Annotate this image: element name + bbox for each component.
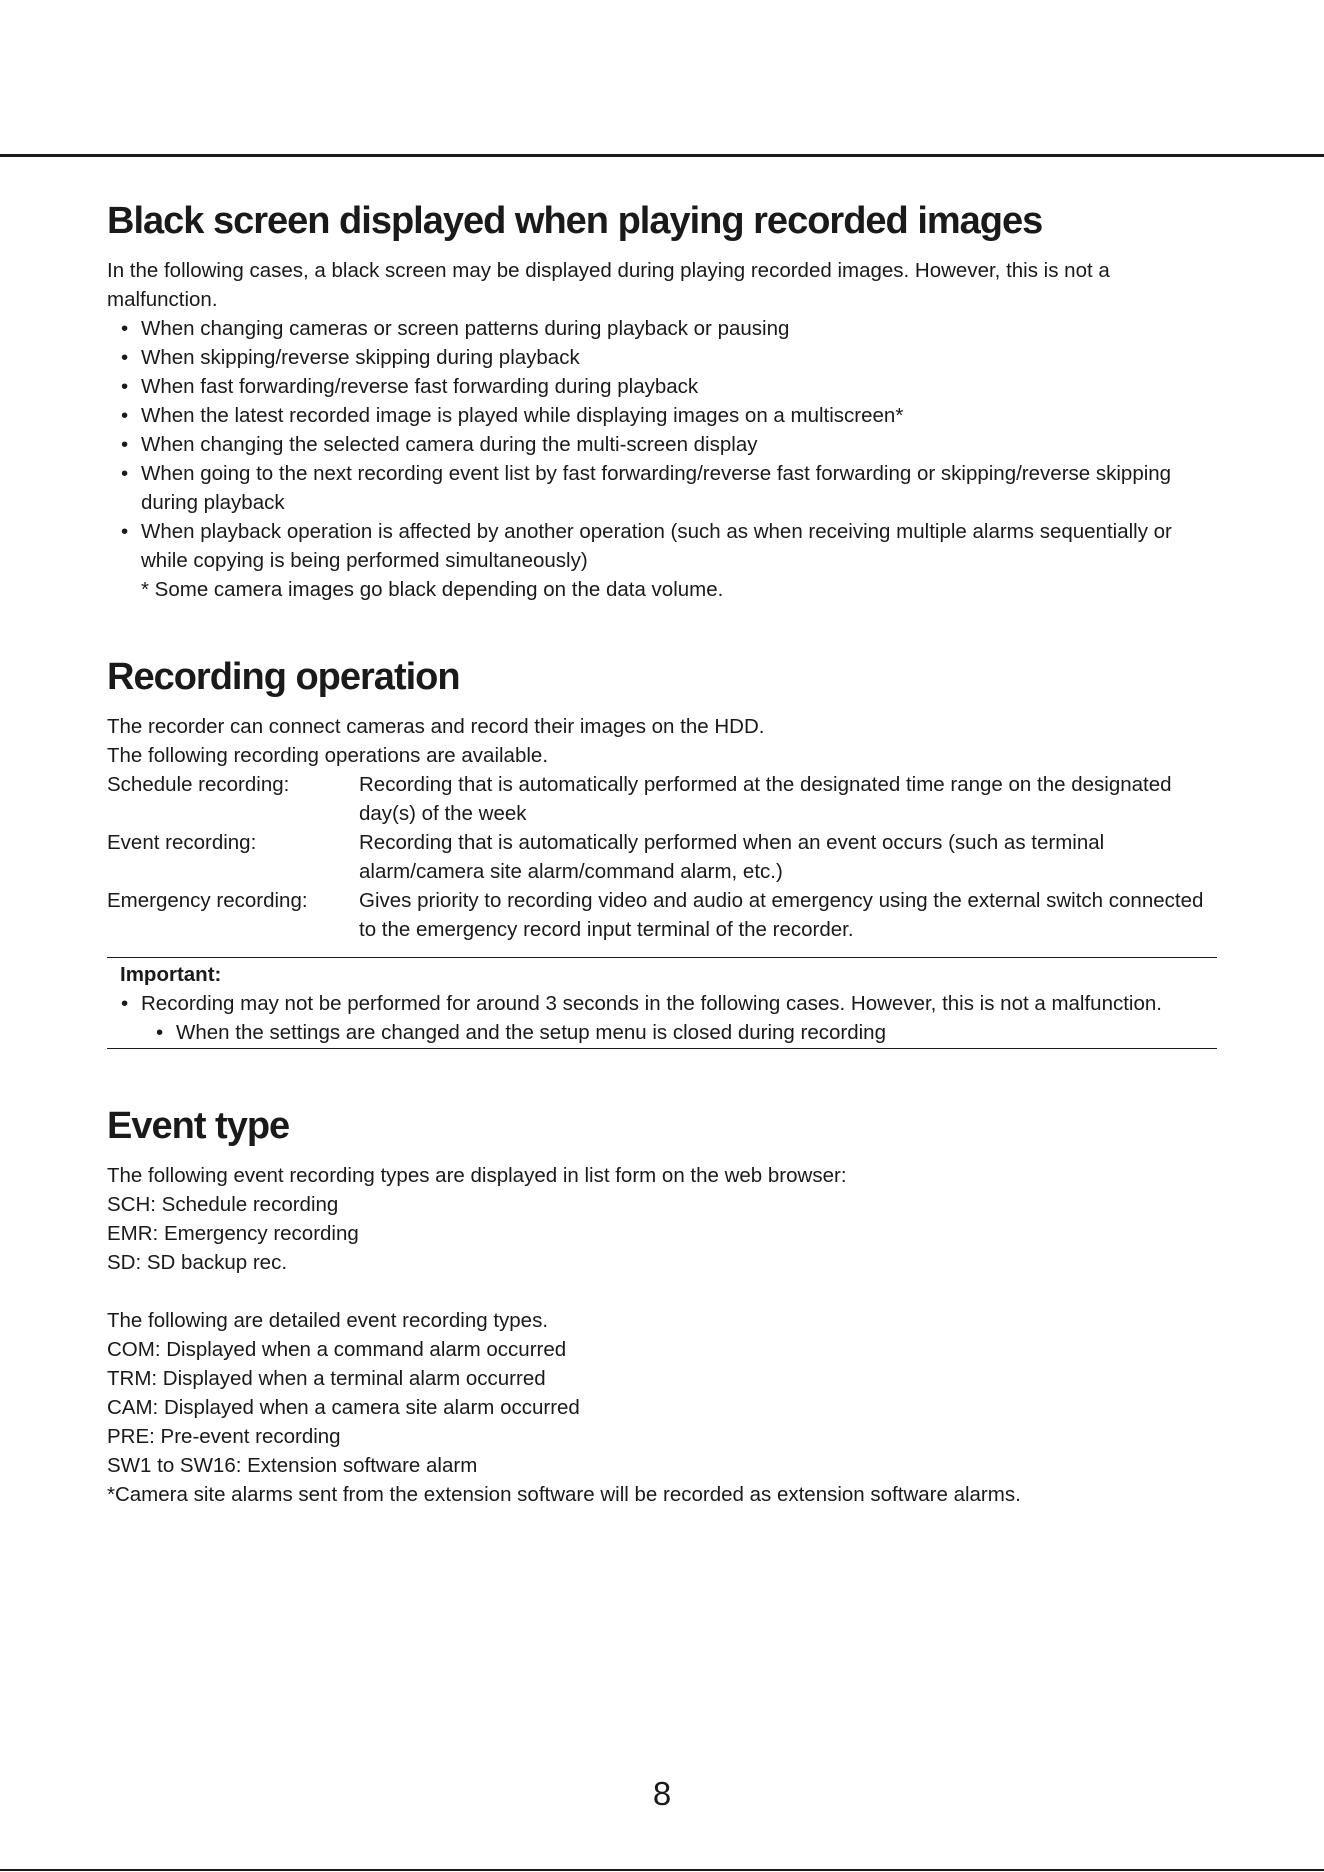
event-type-list-1 [107, 1161, 1217, 1277]
intro-line: The following recording operations are available. [107, 744, 549, 767]
list-item: COM: Displayed when a command alarm occurred [107, 1338, 567, 1361]
section-black-screen [107, 196, 1217, 604]
important-box [107, 957, 1217, 1049]
event-type-list-2 [107, 1306, 1217, 1509]
recording-types-table [107, 770, 1217, 944]
definition-term: Schedule recording: [107, 773, 290, 796]
list-item: • When the latest recorded image is played while displaying images on a multiscreen* [141, 401, 1217, 430]
important-list [120, 989, 1217, 1047]
important-bullet-text: Recording may not be performed for around 3 seconds in the following cases. However, this is not a malfunction. [141, 992, 1162, 1015]
table-row [107, 886, 1217, 944]
definition-desc: Recording that is automatically performed when an event occurs (such as terminal alarm/camera site alarm/command alarm, etc.) [359, 831, 1105, 883]
list-item: PRE: Pre-event recording [107, 1425, 341, 1448]
page-number: 8 [652, 1775, 672, 1812]
black-screen-intro: In the following cases, a black screen may be displayed during playing recorded images. However, this is not a malfunction. [107, 259, 1110, 311]
table-row [107, 828, 1217, 886]
header-rule [0, 154, 1324, 157]
list-item: • When playback operation is affected by another operation (such as when receiving multiple alarms sequentially or while copying is being performed simultaneously) [141, 517, 1217, 575]
list-item: • When fast forwarding/reverse fast forwarding during playback [141, 372, 1217, 401]
list-item: SD: SD backup rec. [107, 1251, 288, 1274]
spacer [107, 1277, 1217, 1306]
section-title-event-type: Event type [107, 1105, 290, 1147]
list-item: The following event recording types are displayed in list form on the web browser: [107, 1164, 847, 1187]
definition-term: Emergency recording: [107, 889, 308, 912]
black-screen-footnote: * Some camera images go black depending on the data volume. [141, 578, 724, 601]
list-item: • When changing cameras or screen patterns during playback or pausing [141, 314, 1217, 343]
list-item: TRM: Displayed when a terminal alarm occurred [107, 1367, 546, 1390]
list-item: SCH: Schedule recording [107, 1193, 339, 1216]
important-sub-list [141, 1018, 1217, 1047]
list-item: • When the settings are changed and the setup menu is closed during recording [176, 1018, 1217, 1047]
list-item [141, 989, 1217, 1047]
intro-line: The recorder can connect cameras and record their images on the HDD. [107, 715, 765, 738]
definition-desc: Gives priority to recording video and audio at emergency using the external switch connected to the emergency record input terminal of the recorder. [359, 889, 1204, 941]
recording-intro [107, 712, 1217, 770]
definition-desc: Recording that is automatically performed at the designated time range on the designated day(s) of the week [359, 773, 1172, 825]
section-title-black-screen: Black screen displayed when playing recorded images [107, 200, 1043, 242]
section-recording-operation [107, 652, 1217, 1049]
list-item: The following are detailed event recording types. [107, 1309, 549, 1332]
list-item: *Camera site alarms sent from the extension software will be recorded as extension software alarms. [107, 1483, 1021, 1506]
table-row [107, 770, 1217, 828]
list-item: CAM: Displayed when a camera site alarm occurred [107, 1396, 580, 1419]
section-event-type [107, 1101, 1217, 1509]
list-item: • When changing the selected camera during the multi-screen display [141, 430, 1217, 459]
definition-term: Event recording: [107, 831, 257, 854]
list-item: • When going to the next recording event list by fast forwarding/reverse fast forwarding or skipping/reverse skipping during playback [141, 459, 1217, 517]
list-item: EMR: Emergency recording [107, 1222, 359, 1245]
section-title-recording: Recording operation [107, 656, 460, 698]
black-screen-case-list [107, 314, 1217, 575]
list-item: SW1 to SW16: Extension software alarm [107, 1454, 478, 1477]
list-item: • When skipping/reverse skipping during playback [141, 343, 1217, 372]
page-content [107, 196, 1217, 1509]
footer-rule [0, 1869, 1324, 1871]
important-title: Important: [120, 963, 222, 986]
